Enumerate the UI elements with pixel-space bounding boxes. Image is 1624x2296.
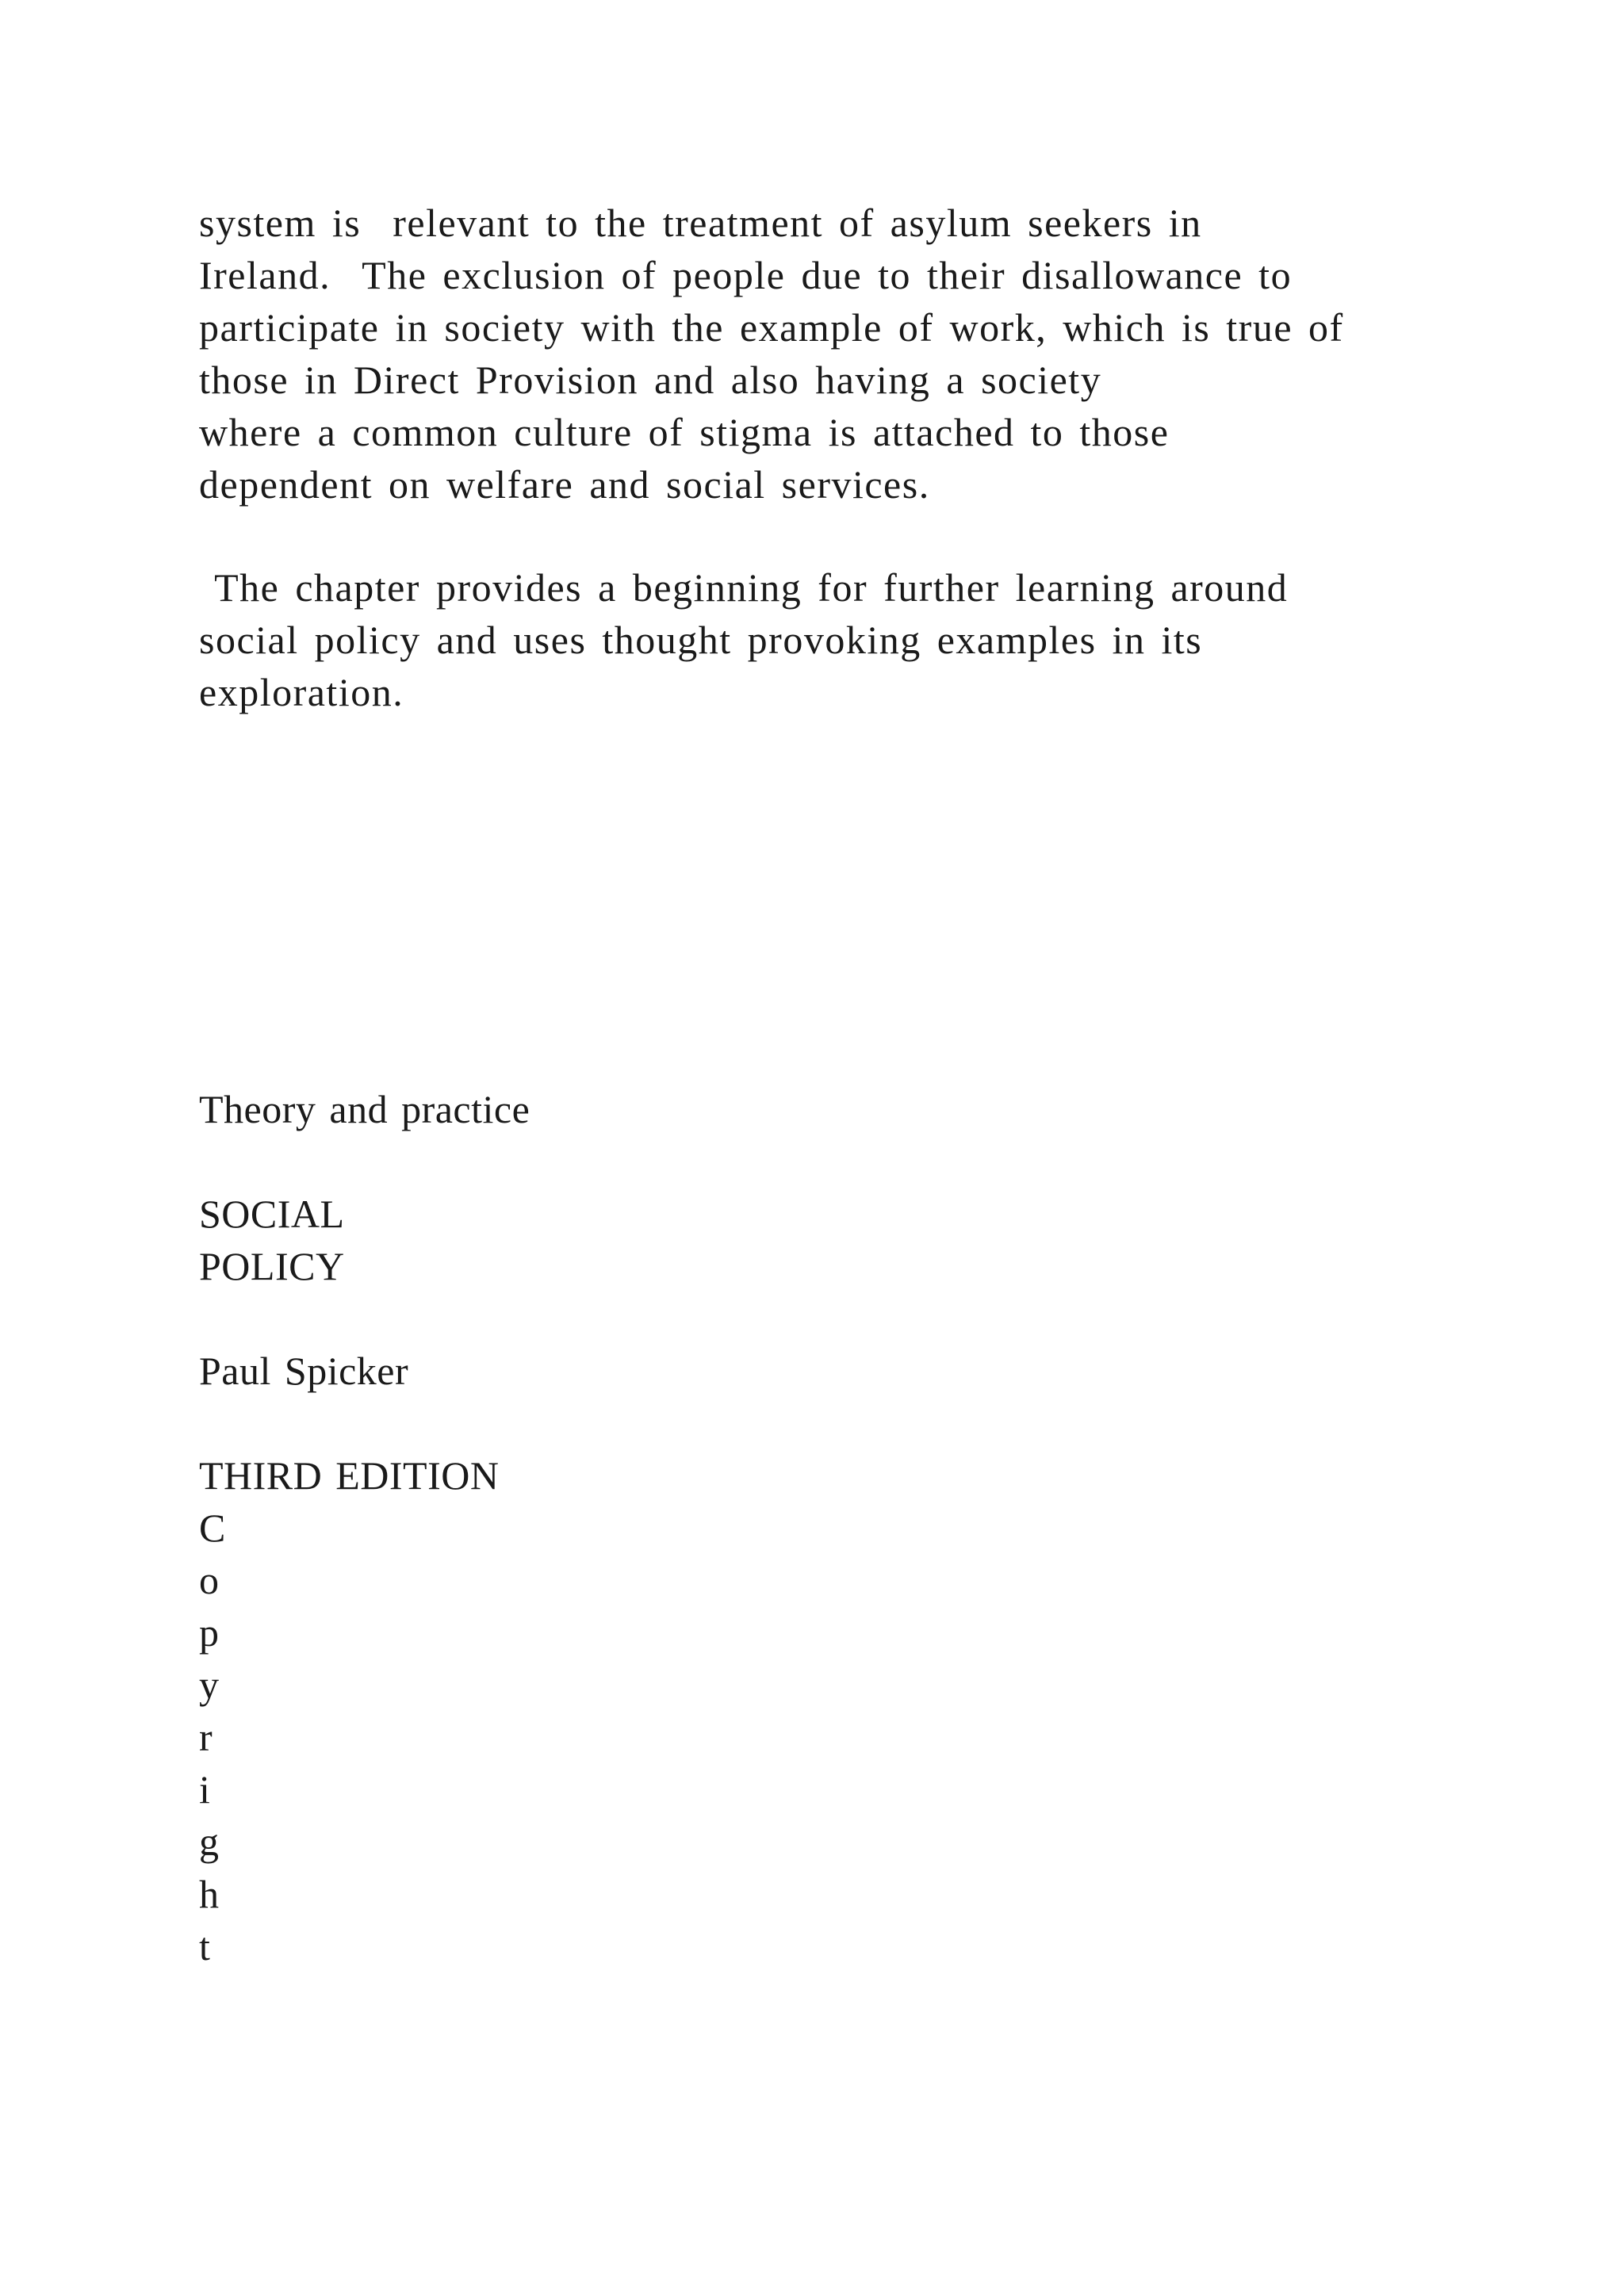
vertical-letter: y <box>199 1663 220 1707</box>
book-author: Paul Spicker <box>199 1349 409 1393</box>
paragraph-line: those in Direct Provision and also having a society <box>199 358 1102 402</box>
paragraph-line: where a common culture of stigma is attached to those <box>199 410 1170 454</box>
paragraph-line: Ireland. The exclusion of people due to their disallowance to <box>199 253 1293 297</box>
paragraph-line: exploration. <box>199 670 404 714</box>
book-subtitle: Theory and practice <box>199 1087 530 1131</box>
vertical-letter: i <box>199 1767 211 1812</box>
vertical-letter: h <box>199 1872 220 1916</box>
book-title-line-1: SOCIAL <box>199 1192 345 1236</box>
vertical-letter: g <box>199 1820 220 1864</box>
paragraph-line: social policy and uses thought provoking examples in its <box>199 618 1203 662</box>
vertical-letter: t <box>199 1924 211 1969</box>
vertical-letter: p <box>199 1610 220 1655</box>
book-title-line-2: POLICY <box>199 1244 345 1288</box>
paragraph-line: participate in society with the example of work, which is true of <box>199 305 1344 350</box>
paragraph-line: dependent on welfare and social services. <box>199 462 930 507</box>
book-edition: THIRD EDITION <box>199 1453 500 1498</box>
vertical-letter: o <box>199 1558 220 1602</box>
vertical-letter: C <box>199 1506 226 1550</box>
paragraph-line: system is relevant to the treatment of asylum seekers in <box>199 201 1202 245</box>
paragraph-line: The chapter provides a beginning for further learning around <box>199 565 1289 610</box>
vertical-letter: r <box>199 1715 213 1759</box>
